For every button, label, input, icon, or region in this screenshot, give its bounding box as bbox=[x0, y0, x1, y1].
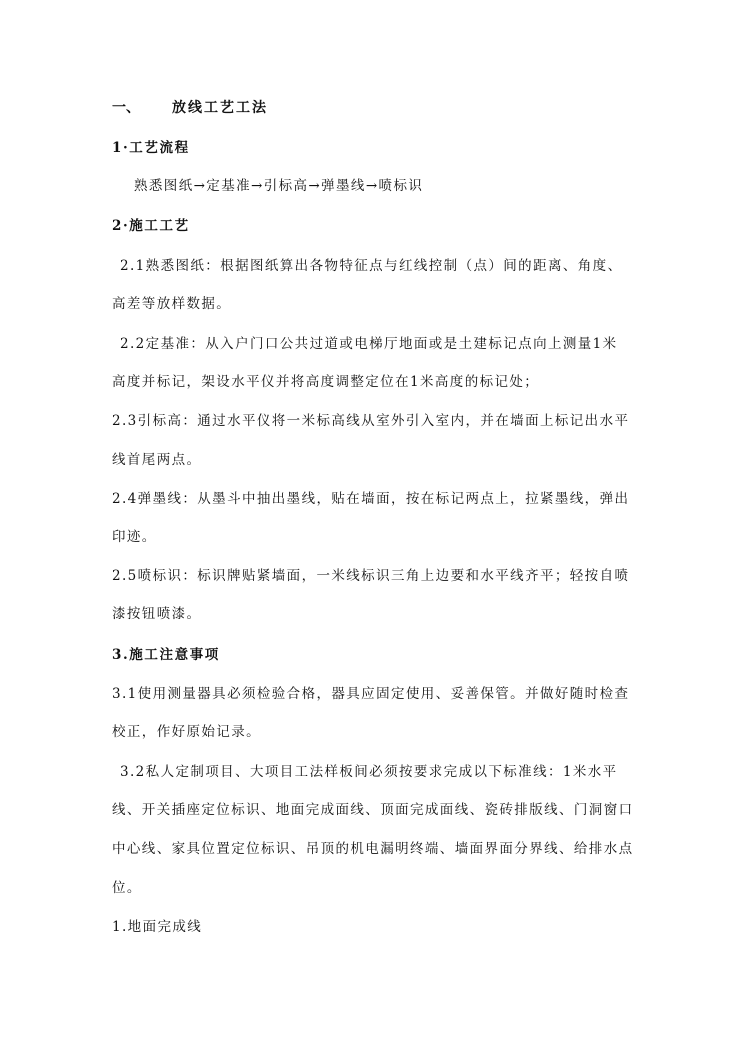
item-2-1-line1: 2.1熟悉图纸：根据图纸算出各物特征点与红线控制（点）间的距离、角度、 bbox=[120, 258, 623, 274]
subsection-title: 1.地面完成线 bbox=[112, 919, 203, 935]
item-2-5-line1: 2.5喷标识：标识牌贴紧墙面，一米线标识三角上边要和水平线齐平；轻按自喷 bbox=[112, 568, 630, 584]
item-3-2-line4: 位。 bbox=[112, 880, 142, 896]
item-2-2-line1: 2.2定基准：从入户门口公共过道或电梯厅地面或是土建标记点向上测量1米 bbox=[120, 336, 618, 352]
item-2-3-line2: 线首尾两点。 bbox=[112, 452, 202, 468]
item-2-2-line2: 高度并标记，架设水平仪并将高度调整定位在1米高度的标记处； bbox=[112, 374, 540, 390]
process-flow: 熟悉图纸→定基准→引标高→弹墨线→喷标识 bbox=[134, 178, 424, 194]
section1-title: 1·工艺流程 bbox=[112, 140, 190, 156]
section3-title: 3.施工注意事项 bbox=[112, 647, 220, 663]
item-3-2-line1: 3.2私人定制项目、大项目工法样板间必须按要求完成以下标准线：1米水平 bbox=[120, 764, 618, 780]
section2-title: 2·施工工艺 bbox=[112, 218, 190, 234]
item-2-4-line2: 印迹。 bbox=[112, 529, 157, 545]
heading-title: 放线工艺工法 bbox=[172, 100, 268, 116]
item-3-1-line2: 校正，作好原始记录。 bbox=[112, 724, 261, 740]
item-3-1-line1: 3.1使用测量器具必须检验合格，器具应固定使用、妥善保管。并做好随时检查 bbox=[112, 686, 630, 702]
item-2-3-line1: 2.3引标高：通过水平仪将一米标高线从室外引入室内，并在墙面上标记出水平 bbox=[112, 413, 630, 429]
item-2-1-line2: 高差等放样数据。 bbox=[112, 296, 232, 312]
item-2-5-line2: 漆按钮喷漆。 bbox=[112, 606, 202, 622]
item-2-4-line1: 2.4弹墨线：从墨斗中抽出墨线，贴在墙面，按在标记两点上，拉紧墨线，弹出 bbox=[112, 491, 630, 507]
heading-number: 一、 bbox=[112, 100, 140, 116]
item-3-2-line2: 线、开关插座定位标识、地面完成面线、顶面完成面线、瓷砖排版线、门洞窗口 bbox=[112, 802, 634, 818]
item-3-2-line3: 中心线、家具位置定位标识、吊顶的机电漏明终端、墙面界面分界线、给排水点 bbox=[112, 841, 634, 857]
